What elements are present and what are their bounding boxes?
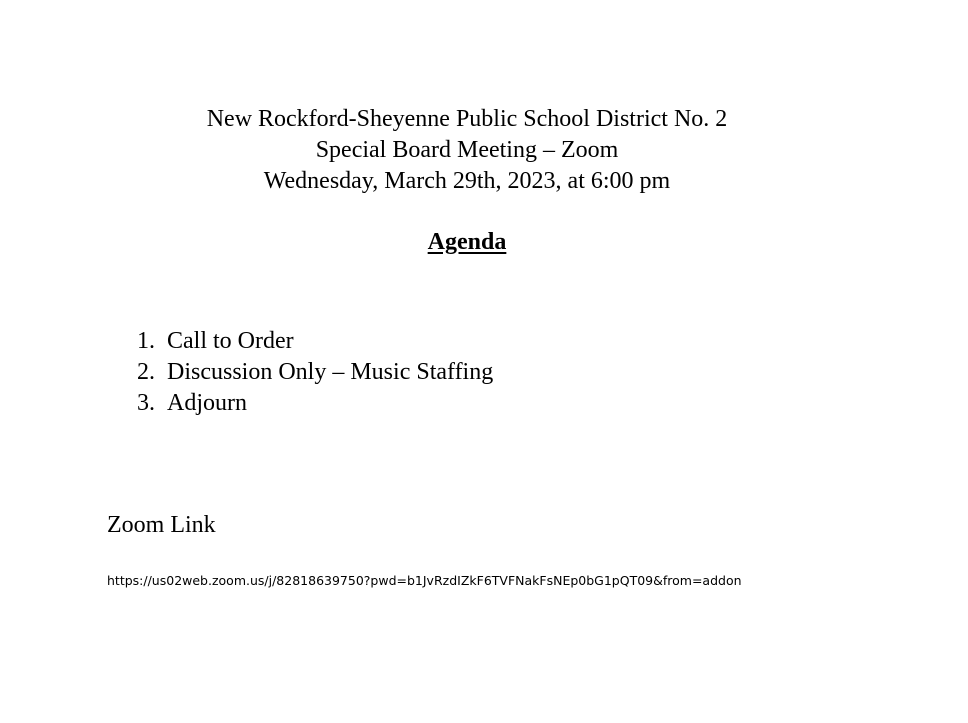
meeting-header	[0, 104, 934, 197]
district-name: New Rockford-Sheyenne Public School District No. 2	[206, 106, 728, 132]
agenda-item	[137, 357, 493, 388]
agenda-item-number: 3.	[137, 390, 155, 416]
meeting-datetime: Wednesday, March 29th, 2023, at 6:00 pm	[263, 168, 671, 194]
agenda-heading-text: Agenda	[427, 229, 507, 255]
zoom-link-label: Zoom Link	[107, 512, 216, 538]
agenda-heading	[0, 227, 934, 258]
agenda-item-text: Adjourn	[167, 390, 247, 416]
zoom-link-url[interactable]: https://us02web.zoom.us/j/82818639750?pwd=b1JvRzdIZkF6TVFNakFsNEp0bG1pQT09&from=addon	[107, 573, 742, 588]
agenda-list	[137, 326, 493, 419]
agenda-item-number: 1.	[137, 328, 155, 354]
agenda-item	[137, 326, 493, 357]
agenda-item-text: Discussion Only – Music Staffing	[167, 359, 494, 385]
agenda-item	[137, 388, 493, 419]
agenda-item-text: Call to Order	[167, 328, 294, 354]
meeting-type: Special Board Meeting – Zoom	[315, 137, 619, 163]
agenda-item-number: 2.	[137, 359, 155, 385]
